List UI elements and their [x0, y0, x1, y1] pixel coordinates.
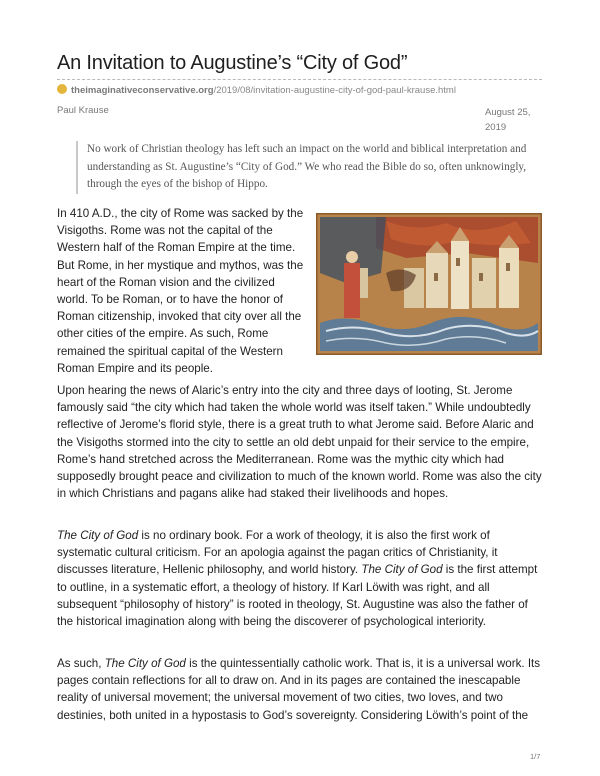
paragraph-1: In 410 A.D., the city of Rome was sacked by the Visigoths. Rome was not the capital of the Western half of the Roman Empire at the time. But Rome, in her mystique and mythos, was the heart of the Roman vision and the civilized world. To be Roman, or to have the honor of Roman citizenship, invoked that city over all the other cities of the empire. As such, Rome remained the spiritual capital of the Western Roman Empire and its people.: [57, 207, 304, 375]
book-title: The City of God: [104, 657, 186, 670]
paragraph-3: [57, 527, 545, 630]
book-title: The City of God: [57, 529, 139, 542]
book-title: The City of God: [361, 563, 443, 577]
page-number: 1/7: [530, 752, 541, 761]
paragraph-3-text-b: is the first attempt to outline, in a systematic effort, a theology of history. If Karl Löwith was right, and all subsequent “philosophy of history” is rooted in theology, St. Augustine was also the father of the historical imagination along with being the discoverer of psychological interiority.: [57, 563, 538, 629]
publish-date: August 25, 2019: [485, 107, 531, 133]
title-divider: [57, 79, 542, 80]
paragraph-4-text-a: As such,: [57, 657, 105, 670]
site-badge-icon: [57, 84, 67, 94]
tapestry-image: [316, 213, 542, 355]
paragraph-3-text-a: is no ordinary book. For a work of theology, it is also the first work of systematic cultural criticism. For an apologia against the pagan critics of Christianity, it discusses literature, Hellenic philosophy, and world history.: [57, 529, 498, 577]
author: Paul Krause: [57, 105, 109, 116]
source-domain[interactable]: theimaginativeconservative.org: [71, 85, 214, 96]
pull-quote: No work of Christian theology has left such an impact on the world and biblical interpretation and understanding as St. Augustine’s “City of God.” We who read the Bible do so, often unknowingly, through the eyes of the bishop of Hippo.: [76, 141, 549, 194]
article-title: An Invitation to Augustine’s “City of God”: [57, 52, 408, 74]
paragraph-4: [57, 655, 545, 724]
paragraph-4-text-b: is the quintessentially catholic work. That is, it is a universal work. Its pages contain reflections for all to draw on. And in its pages are contained the inescapable reality of universal movement; the universal movement of two cities, two loves, and two destinies, both united in a hypostasis to God’s sovereignty. Considering Löwith’s point of the: [57, 657, 541, 722]
source-path[interactable]: /2019/08/invitation-augustine-city-of-god-paul-krause.html: [213, 85, 456, 96]
source-line[interactable]: [57, 84, 456, 96]
paragraph-2: Upon hearing the news of Alaric’s entry into the city and three days of looting, St. Jerome famously said “the city which had taken the whole world was itself taken.” While undoubtedly reflective of Jerome’s florid style, there is a great truth to what Jerome said. Before Alaric and the Visigoths stormed into the city to settle an old debt unpaid for their service to the empire, Rome’s hand stretched across the Mediterranean. Rome was the mythic city which had supposedly brought peace and civilization to much of the known world. Rome was also the city in which Christians and pagans alike had staked their livelihoods and hopes.: [57, 384, 542, 501]
